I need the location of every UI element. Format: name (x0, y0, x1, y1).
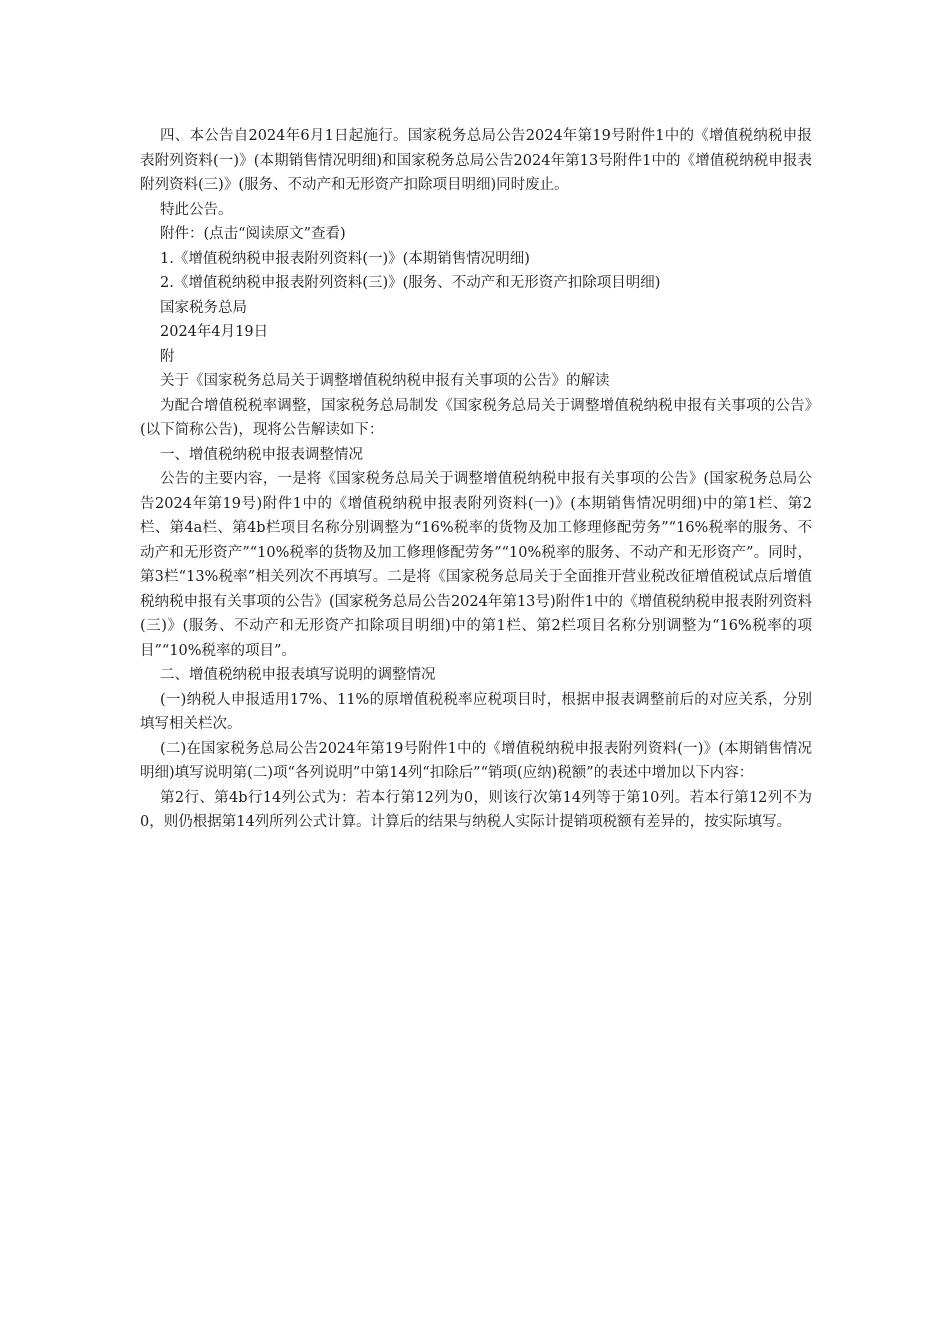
paragraph-section-2-item-2: (二)在国家税务总局公告2024年第19号附件1中的《增值税纳税申报表附列资料(一)》(本期销售情况明细)填写说明第(二)项“各列说明”中第14列“扣除后”“销项(应纳)税额”的表述中增加以下内容： (140, 740, 812, 781)
paragraph-effective-date: 四、本公告自2024年6月1日起施行。国家税务总局公告2024年第19号附件1中的《增值税纳税申报表附列资料(一)》(本期销售情况明细)和国家税务总局公告2024年第13号附件1中的《增值税纳税申报表附列资料(三)》(服务、不动产和无形资产扣除项目明细)同时废止。 (140, 128, 812, 193)
section-heading-2: 二、增值税纳税申报表填写说明的调整情况 (160, 667, 436, 683)
paragraph-attachment-2: 2.《增值税纳税申报表附列资料(三)》(服务、不动产和无形资产扣除项目明细) (160, 275, 661, 291)
paragraph-section-1-body: 公告的主要内容，一是将《国家税务总局关于调整增值税纳税申报有关事项的公告》(国家税务总局公告2024年第19号)附件1中的《增值税纳税申报表附列资料(一)》(本期销售情况明细)中的第1栏、第2栏、第4a栏、第4b栏项目名称分别调整为“16%税率的货物及加工修理修配劳务”“16%税率的服务、不动产和无形资产”“10%税率的货物及加工修理修配劳务”“10%税率的服务、不动产和无形资产”。同时，第3栏“13%税率”相关列次不再填写。二是将《国家税务总局关于全面推开营业税改征增值税试点后增值税纳税申报有关事项的公告》(国家税务总局公告2024年第13号)附件1中的《增值税纳税申报表附列资料(三)》(服务、不动产和无形资产扣除项目明细)中的第1栏、第2栏项目名称分别调整为“16%税率的项目”“10%税率的项目”。 (140, 471, 812, 659)
paragraph-announcement-close: 特此公告。 (160, 201, 233, 218)
paragraph-date: 2024年4月19日 (160, 324, 269, 340)
section-heading-1: 一、增值税纳税申报表调整情况 (160, 446, 363, 463)
paragraph-appendix-mark: 附 (160, 348, 175, 365)
paragraph-issuer: 国家税务总局 (160, 299, 247, 316)
paragraph-section-2-formula: 第2行、第4b行14列公式为：若本行第12列为0，则该行次第14列等于第10列。若本行第12列不为0，则仍根据第14列所列公式计算。计算后的结果与纳税人实际计提销项税额有差异的，按实际填写。 (140, 789, 812, 830)
paragraph-interpretation-intro: 为配合增值税税率调整，国家税务总局制发《国家税务总局关于调整增值税纳税申报有关事项的公告》(以下简称公告)，现将公告解读如下： (140, 397, 812, 438)
document-body (140, 124, 812, 835)
paragraph-attachment-1: 1.《增值税纳税申报表附列资料(一)》(本期销售情况明细) (160, 250, 530, 267)
paragraph-section-2-item-1: (一)纳税人申报适用17%、11%的原增值税税率应税项目时，根据申报表调整前后的对应关系，分别填写相关栏次。 (140, 691, 812, 732)
paragraph-attachments-heading: 附件：(点击“阅读原文”查看) (160, 226, 346, 242)
paragraph-interpretation-title: 关于《国家税务总局关于调整增值税纳税申报有关事项的公告》的解读 (160, 373, 610, 389)
